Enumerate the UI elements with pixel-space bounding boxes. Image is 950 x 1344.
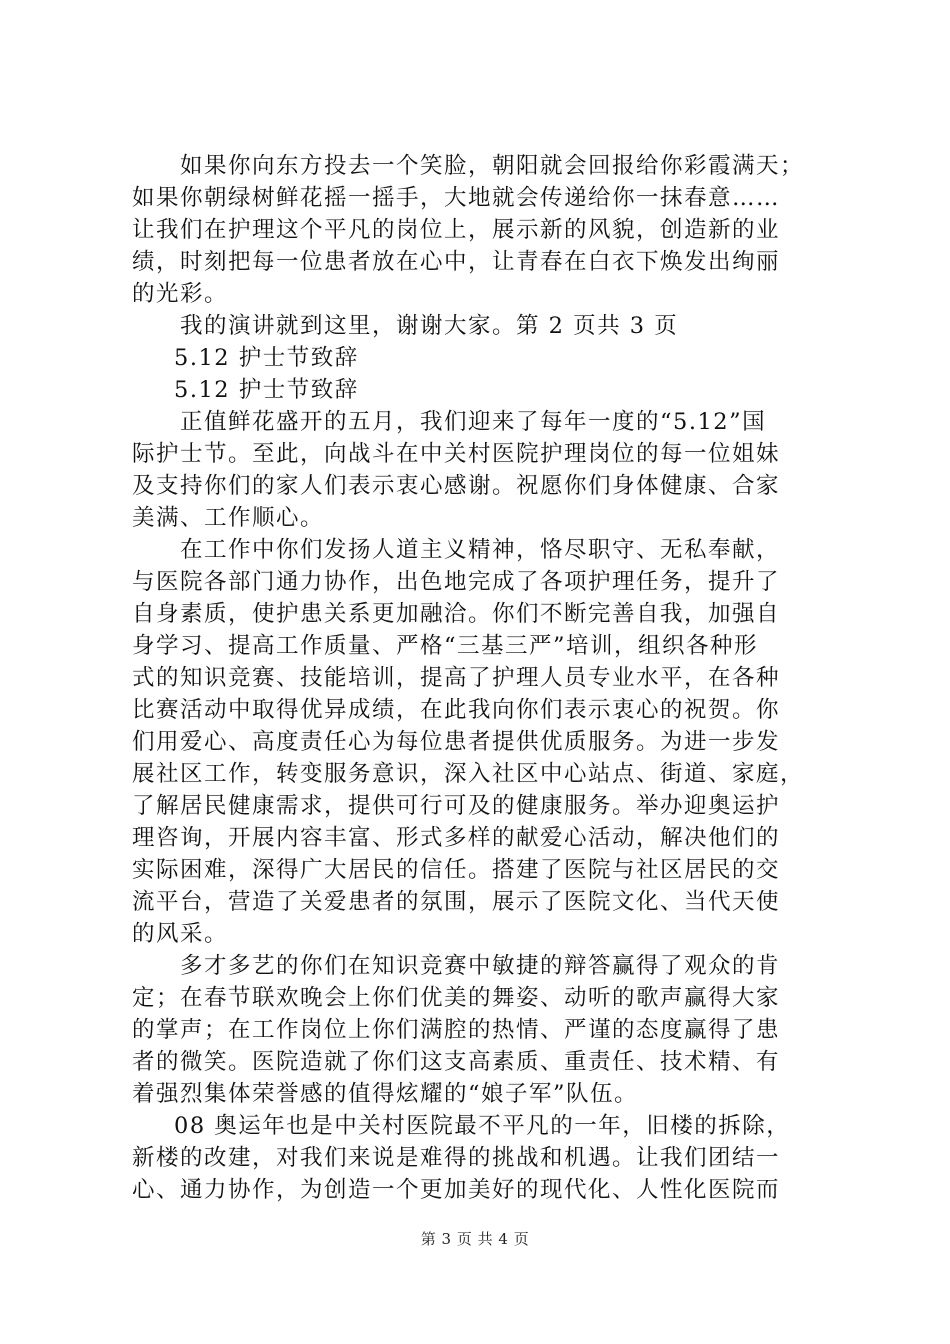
text-line: 美满、工作顺心。 xyxy=(132,505,325,531)
text-line: 及支持你们的家人们表示衷心感谢。祝愿你们身体健康、合家 xyxy=(132,473,781,499)
text-line: 多才多艺的你们在知识竞赛中敏捷的辩答赢得了观众的肯 xyxy=(180,953,781,979)
text-line: 的光彩。 xyxy=(132,281,229,307)
text-line: 新楼的改建，对我们来说是难得的挑战和机遇。让我们团结一 xyxy=(132,1145,781,1171)
text-line: 着强烈集体荣誉感的值得炫耀的“娘子军”队伍。 xyxy=(132,1081,639,1107)
section-heading: 5.12 护士节致辞 xyxy=(174,345,359,371)
text-line: 在工作中你们发扬人道主义精神，恪尽职守、无私奉献， xyxy=(180,537,781,563)
text-line: 自身素质，使护患关系更加融洽。你们不断完善自我，加强自 xyxy=(132,601,781,627)
text-line: 身学习、提高工作质量、严格“三基三严”培训，组织各种形 xyxy=(132,633,759,659)
text-line: 实际困难，深得广大居民的信任。搭建了医院与社区居民的交 xyxy=(132,857,781,883)
section-heading: 5.12 护士节致辞 xyxy=(174,377,359,403)
text-line: 展社区工作，转变服务意识，深入社区中心站点、街道、家庭， xyxy=(132,761,805,787)
text-line: 式的知识竞赛、技能培训，提高了护理人员专业水平，在各种 xyxy=(132,665,781,691)
document-body xyxy=(132,150,832,1206)
text-line: 理咨询，开展内容丰富、形式多样的献爱心活动，解决他们的 xyxy=(132,825,781,851)
text-line: 定；在春节联欢晚会上你们优美的舞姿、动听的歌声赢得大家 xyxy=(132,985,781,1011)
text-line: 者的微笑。医院造就了你们这支高素质、重责任、技术精、有 xyxy=(132,1049,781,1075)
text-line: 如果你向东方投去一个笑脸，朝阳就会回报给你彩霞满天； xyxy=(180,153,805,179)
text-line: 比赛活动中取得优异成绩，在此我向你们表示衷心的祝贺。你 xyxy=(132,697,781,723)
text-line: 我的演讲就到这里，谢谢大家。第 2 页共 3 页 xyxy=(180,313,679,339)
text-line: 际护士节。至此，向战斗在中关村医院护理岗位的每一位姐妹 xyxy=(132,441,781,467)
text-line: 正值鲜花盛开的五月，我们迎来了每年一度的“5.12”国 xyxy=(180,409,767,435)
page-footer: 第 3 页 共 4 页 xyxy=(420,1230,530,1248)
text-line: 流平台，营造了关爱患者的氛围，展示了医院文化、当代天使 xyxy=(132,889,781,915)
text-line: 们用爱心、高度责任心为每位患者提供优质服务。为进一步发 xyxy=(132,729,781,755)
text-line: 的掌声；在工作岗位上你们满腔的热情、严谨的态度赢得了患 xyxy=(132,1017,781,1043)
text-line: 的风采。 xyxy=(132,921,229,947)
text-line: 让我们在护理这个平凡的岗位上，展示新的风貌，创造新的业 xyxy=(132,217,781,243)
text-line: 绩，时刻把每一位患者放在心中，让青春在白衣下焕发出绚丽 xyxy=(132,249,781,275)
text-line: 如果你朝绿树鲜花摇一摇手，大地就会传递给你一抹春意…… xyxy=(132,185,781,211)
text-line: 与医院各部门通力协作，出色地完成了各项护理任务，提升了 xyxy=(132,569,781,595)
text-line: 08 奥运年也是中关村医院最不平凡的一年，旧楼的拆除， xyxy=(174,1113,791,1139)
text-line: 了解居民健康需求，提供可行可及的健康服务。举办迎奥运护 xyxy=(132,793,781,819)
text-line: 心、通力协作，为创造一个更加美好的现代化、人性化医院而 xyxy=(132,1177,781,1203)
